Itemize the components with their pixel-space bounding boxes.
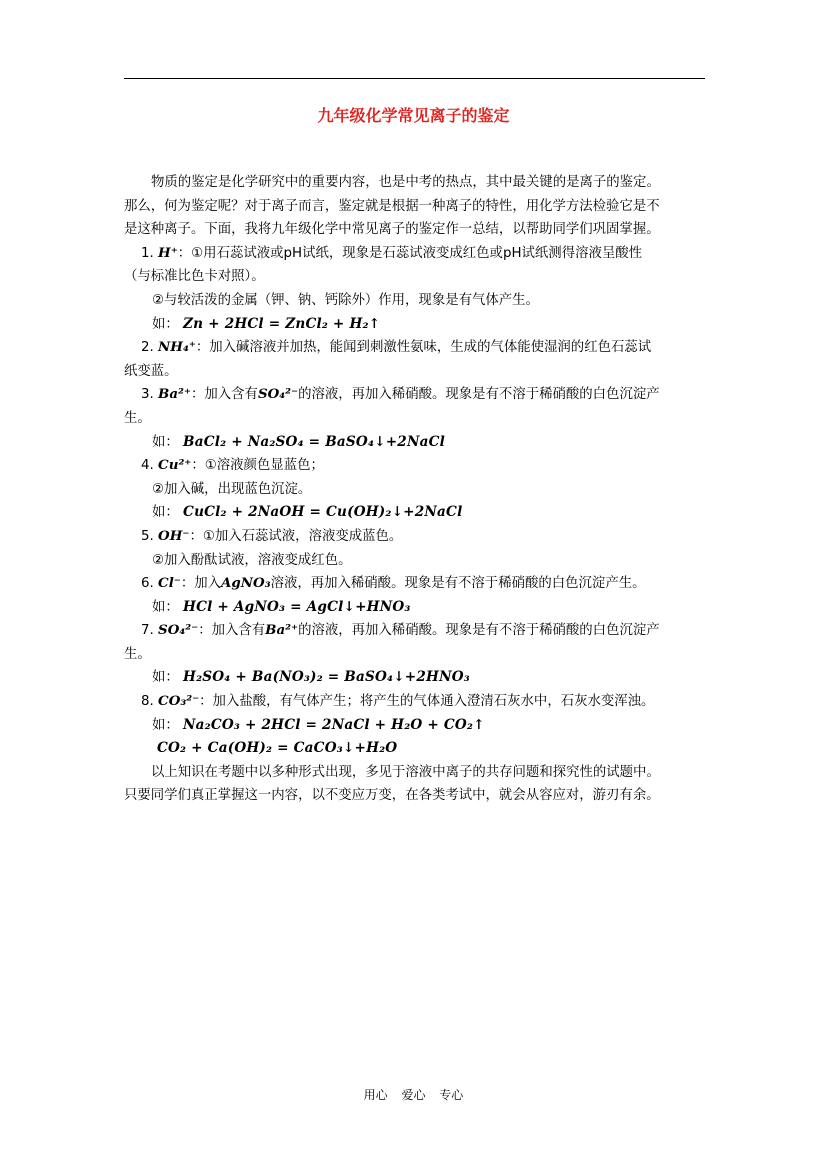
item-number: 6. bbox=[141, 576, 154, 592]
item-text: ：加入含有 bbox=[190, 387, 258, 403]
conclusion-line: 以上知识在考题中以多种形式出现，多见于溶液中离子的共存问题和探究性的试题中。 bbox=[151, 764, 660, 780]
item-number: 4. bbox=[141, 458, 154, 474]
item-oh bbox=[124, 525, 708, 549]
page-title: 九年级化学常见离子的鉴定 bbox=[317, 106, 510, 125]
ion-formula: OH⁻ bbox=[158, 527, 190, 544]
item-text: ②与较活泼的金属（钾、钠、钙除外）作用，现象是有气体产生。 bbox=[152, 292, 539, 308]
item-text: 纸变蓝。 bbox=[124, 363, 178, 379]
example-label: 如： bbox=[152, 670, 179, 686]
item-text: ：①溶液颜色显蓝色； bbox=[191, 458, 324, 474]
document-body bbox=[124, 171, 708, 808]
page-footer: 用心 爱心 专心 bbox=[363, 1088, 464, 1102]
chemical-equation: H₂SO₄ + Ba(NO₃)₂ = BaSO₄↓+2HNO₃ bbox=[183, 669, 470, 686]
item-number: 1. bbox=[141, 245, 154, 261]
chemical-equation: HCl + AgNO₃ = AgCl↓+HNO₃ bbox=[183, 598, 411, 615]
example-line bbox=[124, 737, 708, 761]
ion-formula: H⁺ bbox=[158, 244, 178, 261]
chemical-equation: BaCl₂ + Na₂SO₄ = BaSO₄↓+2NaCl bbox=[183, 433, 445, 450]
example-label: 如： bbox=[152, 717, 179, 733]
ion-formula: CO₃²⁻ bbox=[158, 693, 200, 710]
intro-line: 物质的鉴定是化学研究中的重要内容，也是中考的热点，其中最关键的是离子的鉴定。 bbox=[151, 175, 660, 190]
intro-line: 那么，何为鉴定呢？对于离子而言，鉴定就是根据一种离子的特性，用化学方法检验它是不 bbox=[124, 198, 660, 214]
chemical-equation: Na₂CO₃ + 2HCl = 2NaCl + H₂O + CO₂↑ bbox=[183, 716, 485, 733]
item-number: 7. bbox=[141, 623, 154, 639]
example-line bbox=[124, 666, 708, 690]
item-text: ：①用石蕊试液或pH试纸，现象是石蕊试液变成红色或pH试纸测得溶液呈酸性 bbox=[177, 245, 643, 261]
ion-formula: SO₄²⁻ bbox=[158, 622, 199, 639]
item-so4 bbox=[124, 619, 708, 643]
item-text: 生。 bbox=[124, 410, 151, 426]
example-label: 如： bbox=[152, 316, 179, 332]
item-text: ②加入酚酞试液，溶液变成红色。 bbox=[152, 552, 352, 568]
item-text: ：加入碱溶液并加热，能闻到刺激性氨味，生成的气体能使湿润的红色石蕊试 bbox=[195, 340, 652, 356]
ion-formula: Ba²⁺ bbox=[265, 622, 299, 639]
example-line bbox=[124, 714, 708, 738]
item-text: ：加入 bbox=[180, 576, 222, 592]
example-label: 如： bbox=[152, 434, 179, 450]
item-co3 bbox=[124, 690, 708, 714]
item-number: 5. bbox=[141, 528, 154, 544]
item-number: 3. bbox=[141, 387, 154, 403]
example-line bbox=[124, 313, 708, 337]
item-text: （与标准比色卡对照）。 bbox=[124, 269, 265, 285]
ion-formula: NH₄⁺ bbox=[158, 339, 196, 356]
item-text: 生。 bbox=[124, 646, 151, 662]
item-number: 8. bbox=[141, 694, 154, 710]
ion-formula: Cl⁻ bbox=[158, 575, 181, 592]
example-label: 如： bbox=[152, 505, 179, 521]
item-cl bbox=[124, 572, 708, 596]
conclusion-line: 只要同学们真正掌握这一内容，以不变应万变，在各类考试中，就会从容应对，游刃有余。 bbox=[124, 788, 660, 804]
example-label: 如： bbox=[152, 599, 179, 615]
chemical-equation: CuCl₂ + 2NaOH = Cu(OH)₂↓+2NaCl bbox=[183, 504, 463, 521]
item-text: 溶液，再加入稀硝酸。现象是有不溶于稀硝酸的白色沉淀产生。 bbox=[270, 576, 646, 592]
item-text: ②加入碱，出现蓝色沉淀。 bbox=[152, 481, 312, 497]
intro-line: 是这种离子。下面，我将九年级化学中常见离子的鉴定作一总结，以帮助同学们巩固掌握。 bbox=[124, 222, 660, 238]
example-line bbox=[124, 431, 708, 455]
chemical-equation: Zn + 2HCl = ZnCl₂ + H₂↑ bbox=[183, 315, 381, 332]
ion-formula: Ba²⁺ bbox=[158, 386, 191, 403]
item-cu bbox=[124, 454, 708, 478]
item-text: ：加入盐酸，有气体产生；将产生的气体通入澄清石灰水中，石灰水变浑浊。 bbox=[199, 694, 655, 710]
ion-formula: AgNO₃ bbox=[221, 575, 271, 592]
item-text: 的溶液，再加入稀硝酸。现象是有不溶于稀硝酸的白色沉淀产 bbox=[298, 623, 660, 639]
header-rule bbox=[124, 78, 705, 79]
item-nh4 bbox=[124, 336, 708, 360]
item-text: ：①加入石蕊试液，溶液变成蓝色。 bbox=[189, 528, 403, 544]
item-ba bbox=[124, 383, 708, 407]
item-number: 2. bbox=[141, 340, 154, 356]
ion-formula: SO₄²⁻ bbox=[257, 386, 299, 403]
chemical-equation: CO₂ + Ca(OH)₂ = CaCO₃↓+H₂O bbox=[157, 740, 398, 757]
item-text: 的溶液，再加入稀硝酸。现象是有不溶于稀硝酸的白色沉淀产 bbox=[298, 387, 660, 403]
item-h bbox=[124, 242, 708, 266]
example-line bbox=[124, 596, 708, 620]
item-text: ：加入含有 bbox=[198, 623, 266, 639]
example-line bbox=[124, 501, 708, 525]
ion-formula: Cu²⁺ bbox=[158, 457, 192, 474]
